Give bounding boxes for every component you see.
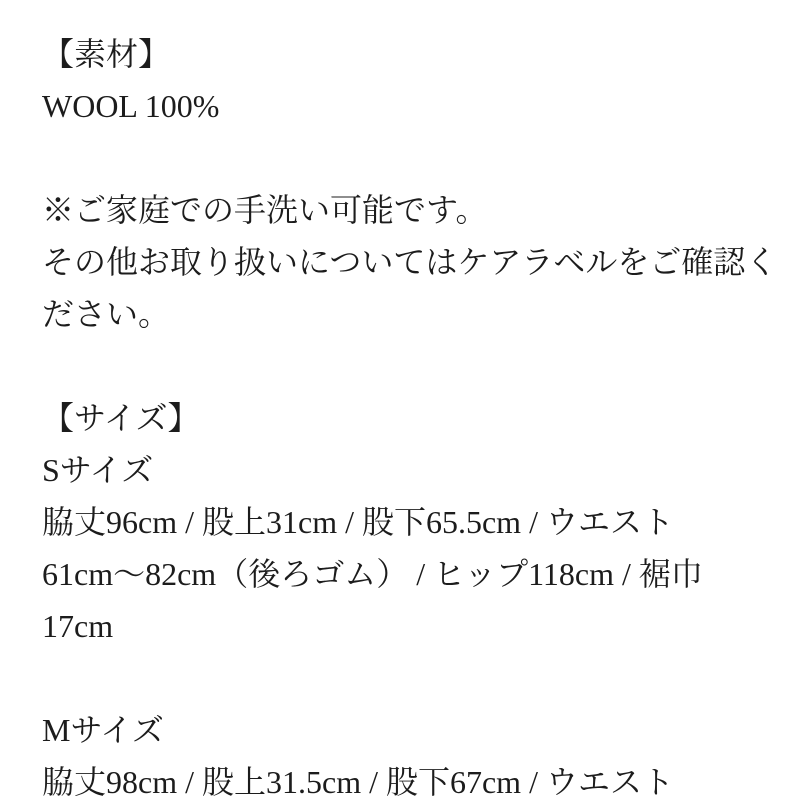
size-s-spec-line: 17cm [42, 608, 114, 644]
care-note-line: その他お取り扱いについてはケアラベルをご確認く [42, 244, 778, 280]
material-value: WOOL 100% [42, 88, 220, 124]
size-s-label: Sサイズ [42, 452, 154, 488]
care-note-line: ※ご家庭での手洗い可能です。 [42, 192, 488, 228]
size-heading: 【サイズ】 [42, 400, 200, 436]
material-section [42, 28, 768, 132]
size-s-section [42, 392, 768, 652]
care-note-line: ださい。 [42, 296, 171, 332]
size-m-spec-line: 脇丈98cm / 股上31.5cm / 股下67cm / ウエスト [42, 764, 674, 800]
size-s-spec-line: 61cm〜82cm（後ろゴム） / ヒップ118cm / 裾巾 [42, 556, 703, 592]
care-note [42, 184, 778, 340]
material-heading: 【素材】 [42, 36, 171, 72]
size-m-section [42, 704, 768, 808]
size-s-spec-line: 脇丈96cm / 股上31cm / 股下65.5cm / ウエスト [42, 504, 674, 540]
size-m-label: Mサイズ [42, 712, 164, 748]
